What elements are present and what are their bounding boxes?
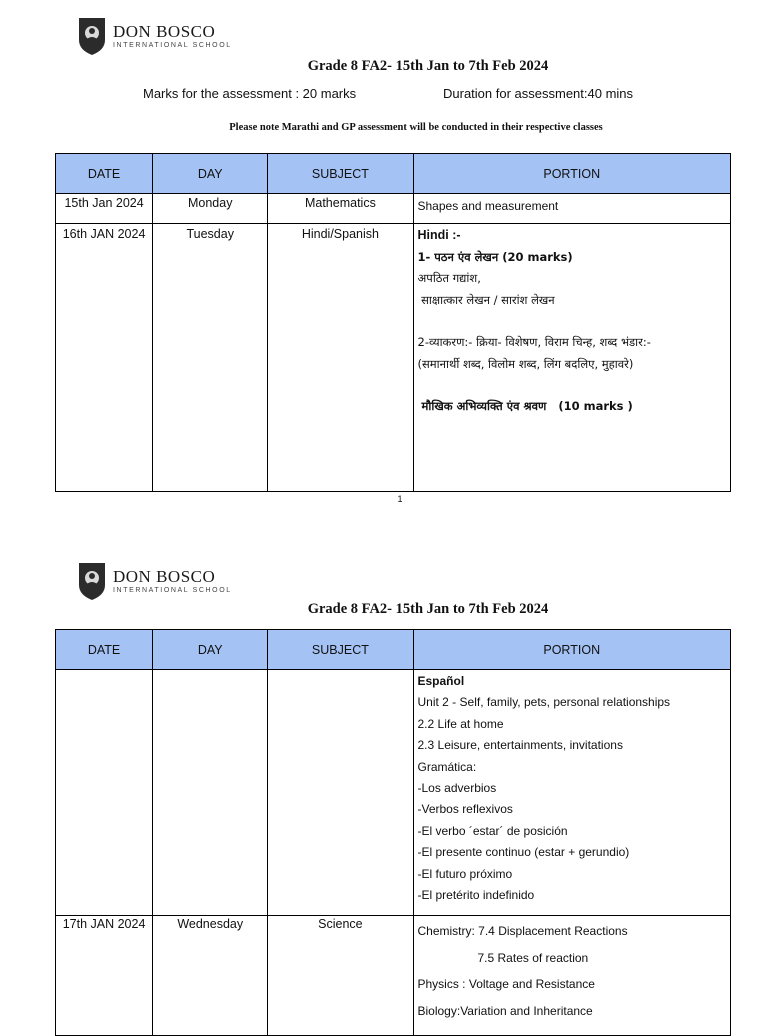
header-day: DAY (153, 630, 268, 670)
schedule-table (55, 153, 731, 492)
spanish-line: Unit 2 - Self, family, pets, personal relationships (417, 695, 671, 710)
row-date: 15th Jan 2024 (56, 194, 153, 224)
spanish-line: -El pretérito indefinido (417, 888, 535, 903)
header-subject: SUBJECT (268, 630, 413, 670)
row-day: Wednesday (153, 916, 268, 1036)
science-line: 7.5 Rates of reaction (477, 950, 589, 965)
row-portion: Shapes and measurement (413, 194, 731, 224)
row-subject (268, 670, 413, 916)
school-logo (77, 16, 232, 56)
spanish-line: Gramática: (417, 759, 477, 774)
header-portion: PORTION (413, 154, 731, 194)
row-portion-spanish (413, 670, 731, 916)
row-day (153, 670, 268, 916)
header-portion: PORTION (413, 630, 731, 670)
row-portion-hindi (413, 224, 731, 492)
page-title: Grade 8 FA2- 15th Jan to 7th Feb 2024 (307, 58, 549, 74)
duration-label: Duration for assessment:40 mins (443, 86, 634, 101)
hindi-heading: Hindi :- (417, 228, 461, 242)
spanish-line: -El verbo ´estar´ de posición (417, 823, 568, 838)
table-row (56, 194, 731, 224)
spanish-heading: Español (417, 674, 465, 688)
spanish-line: -Verbos reflexivos (417, 802, 513, 817)
spanish-line: -Los adverbios (417, 781, 497, 796)
row-day: Monday (153, 194, 268, 224)
row-date (56, 670, 153, 916)
science-line: Chemistry: 7.4 Displacement Reactions (417, 924, 628, 938)
spanish-line: -El futuro próximo (417, 866, 513, 881)
row-date: 16th JAN 2024 (56, 224, 153, 492)
hindi-line: मौखिक अभिव्यक्ति एंव श्रवण (10 marks ) (417, 399, 633, 413)
logo-subtitle: INTERNATIONAL SCHOOL (113, 42, 232, 49)
schedule-table (55, 629, 731, 1036)
hindi-line: 2-व्याकरण:- क्रिया- विशेषण, विराम चिन्ह, शब्द भंडार:- (417, 335, 651, 349)
header-date: DATE (56, 630, 153, 670)
row-portion-science (413, 916, 731, 1036)
assessment-note: Please note Marathi and GP assessment will be conducted in their respective classes (229, 122, 603, 133)
shield-crest-icon (77, 561, 107, 601)
hindi-line: (समानार्थी शब्द, विलोम शब्द, लिंग बदलिए, मुहावरे) (417, 356, 634, 371)
hindi-line: साक्षात्कार लेखन / सारांश लेखन (417, 292, 555, 307)
header-subject: SUBJECT (268, 154, 413, 194)
spanish-line: 2.3 Leisure, entertainments, invitations (417, 738, 623, 753)
page-number: 1 (397, 494, 403, 504)
science-line: Physics : Voltage and Resistance (417, 977, 595, 991)
table-row (56, 224, 731, 492)
page-title: Grade 8 FA2- 15th Jan to 7th Feb 2024 (307, 601, 549, 617)
school-logo (77, 561, 232, 601)
logo-name: DON BOSCO (113, 567, 216, 586)
science-line: Biology:Variation and Inheritance (417, 1003, 593, 1018)
table-row (56, 670, 731, 916)
table-row (56, 916, 731, 1036)
shield-crest-icon (77, 16, 107, 56)
hindi-line: अपठित गद्यांश, (417, 271, 481, 285)
table-header-row (56, 630, 731, 670)
marks-label: Marks for the assessment : 20 marks (143, 86, 357, 101)
hindi-line: 1- पठन एंव लेखन (20 marks) (417, 249, 573, 264)
header-day: DAY (153, 154, 268, 194)
row-subject: Hindi/Spanish (268, 224, 413, 492)
spanish-line: -El presente continuo (estar + gerundio) (417, 845, 630, 860)
spanish-line: 2.2 Life at home (417, 716, 504, 731)
row-subject: Mathematics (268, 194, 413, 224)
logo-name: DON BOSCO (113, 22, 216, 41)
table-header-row (56, 154, 731, 194)
header-date: DATE (56, 154, 153, 194)
logo-subtitle: INTERNATIONAL SCHOOL (113, 587, 232, 594)
row-day: Tuesday (153, 224, 268, 492)
row-date: 17th JAN 2024 (56, 916, 153, 1036)
row-subject: Science (268, 916, 413, 1036)
